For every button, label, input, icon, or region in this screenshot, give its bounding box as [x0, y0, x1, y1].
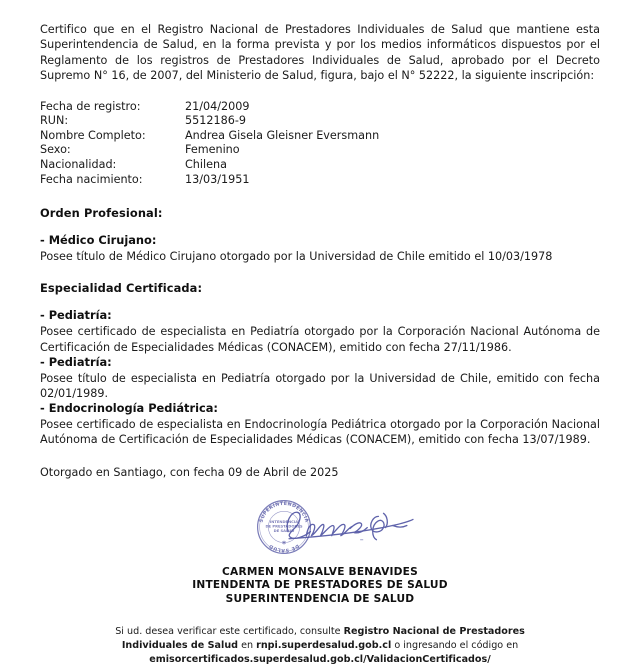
spacer	[40, 220, 600, 233]
footer-text-prefix: Si ud. desea verificar este certificado, consulte	[115, 626, 344, 638]
especialidad-item-title-pediatria-uchile: - Pediatría:	[40, 354, 112, 369]
especialidad-item-body-pediatria-uchile: Posee título de especialista en Pediatría otorgado por la Universidad de Chile, emitido con fecha 02/01/1989.	[40, 371, 600, 400]
table-row	[40, 114, 460, 129]
orden-item-title-medico-cirujano: - Médico Cirujano:	[40, 233, 157, 248]
spacer	[40, 448, 600, 465]
section-heading-especialidad-certificada: Especialidad Certificada:	[40, 281, 203, 296]
identity-fields-table	[40, 100, 460, 188]
granted-place-date: Otorgado en Santiago, con fecha 09 de Abril de 2025	[40, 465, 339, 479]
field-value-nacionalidad: Chilena	[185, 158, 227, 171]
field-label-sexo: Sexo:	[40, 143, 71, 157]
field-label-nombre-completo: Nombre Completo:	[40, 128, 146, 142]
verification-footer	[40, 625, 600, 666]
svg-text:INTENDENCIA: INTENDENCIA	[269, 519, 299, 524]
field-label-nacionalidad: Nacionalidad:	[40, 158, 117, 171]
especialidad-item-title-pediatria-conacem: - Pediatría:	[40, 308, 112, 323]
field-value-sexo: Femenino	[185, 143, 240, 157]
signer-role: INTENDENTA DE PRESTADORES DE SALUD	[192, 579, 448, 592]
field-label-fecha-nacimiento: Fecha nacimiento:	[40, 172, 143, 186]
footer-url-rnpi[interactable]: rnpi.superdesalud.gob.cl	[256, 639, 392, 651]
spacer	[40, 295, 600, 308]
field-value-run: 5512186-9	[185, 114, 246, 128]
handwritten-signature-icon	[281, 496, 416, 552]
spacer	[40, 187, 600, 206]
footer-text-suffix: o ingresando el código en	[391, 639, 519, 651]
field-label-fecha-registro: Fecha de registro:	[40, 99, 141, 113]
svg-text:DE SALUD: DE SALUD	[273, 528, 295, 533]
signer-name: CARMEN MONSALVE BENAVIDES	[222, 565, 418, 578]
table-row	[40, 143, 460, 158]
svg-text:DE SALUD: DE SALUD	[268, 542, 300, 552]
footer-line-3	[40, 653, 600, 666]
field-value-fecha-nacimiento: 13/03/1951	[185, 172, 250, 186]
footer-line-2	[40, 639, 600, 653]
signer-institution: SUPERINTENDENCIA DE SALUD	[225, 592, 415, 605]
footer-url-validacion[interactable]: emisorcertificados.superdesalud.gob.cl/ValidacionCertificados/	[149, 653, 491, 665]
field-label-run: RUN:	[40, 114, 69, 128]
especialidad-item-body-pediatria-conacem: Posee certificado de especialista en Pediatría otorgado por la Corporación Nacional Autónoma de Certificación de Especialidades Médicas (CONACEM), emitido con fecha 27/11/1986.	[40, 325, 600, 354]
intro-paragraph: Certifico que en el Registro Nacional de Prestadores Individuales de Salud que mantiene esta Superintendencia de Salud, en la forma prevista y por los medios informáticos dispuestos por el Reglamento de los registros de Prestadores Individuales de Salud, aprobado por el Decreto Supremo N° 16, de 2007, del Ministerio de Salud, figura, bajo el N° 52222, la siguiente inscripción:	[40, 23, 600, 83]
spacer	[40, 264, 600, 281]
table-row	[40, 173, 460, 188]
footer-registry-name-part1: Registro Nacional de Prestadores	[343, 626, 525, 638]
orden-item-body-medico-cirujano: Posee título de Médico Cirujano otorgado por la Universidad de Chile emitido el 10/03/1978	[40, 250, 553, 264]
especialidad-item-title-endocrinologia-pediatrica: - Endocrinología Pediátrica:	[40, 401, 218, 416]
table-row	[40, 100, 460, 115]
signer-block	[40, 566, 600, 607]
table-row	[40, 129, 460, 144]
svg-text:✱: ✱	[281, 540, 287, 547]
signature-area	[40, 492, 600, 564]
svg-text:SUPERINTENDENCIA: SUPERINTENDENCIA	[259, 501, 309, 523]
table-row	[40, 158, 460, 173]
svg-text:DE PRESTADORES: DE PRESTADORES	[265, 524, 303, 529]
especialidad-item-body-endocrinologia-pediatrica: Posee certificado de especialista en Endocrinología Pediátrica otorgado por la Corporación Nacional Autónoma de Certificación de Especialidades Médicas (CONACEM), emitido con fecha 13/07/1989.	[40, 418, 600, 447]
field-value-nombre-completo: Andrea Gisela Gleisner Eversmann	[185, 128, 380, 142]
footer-registry-name-part2: Individuales de Salud	[121, 639, 239, 651]
section-heading-orden-profesional: Orden Profesional:	[40, 206, 163, 221]
field-value-fecha-registro: 21/04/2009	[185, 99, 250, 113]
footer-line-1	[40, 625, 600, 639]
footer-text-en: en	[238, 639, 257, 651]
